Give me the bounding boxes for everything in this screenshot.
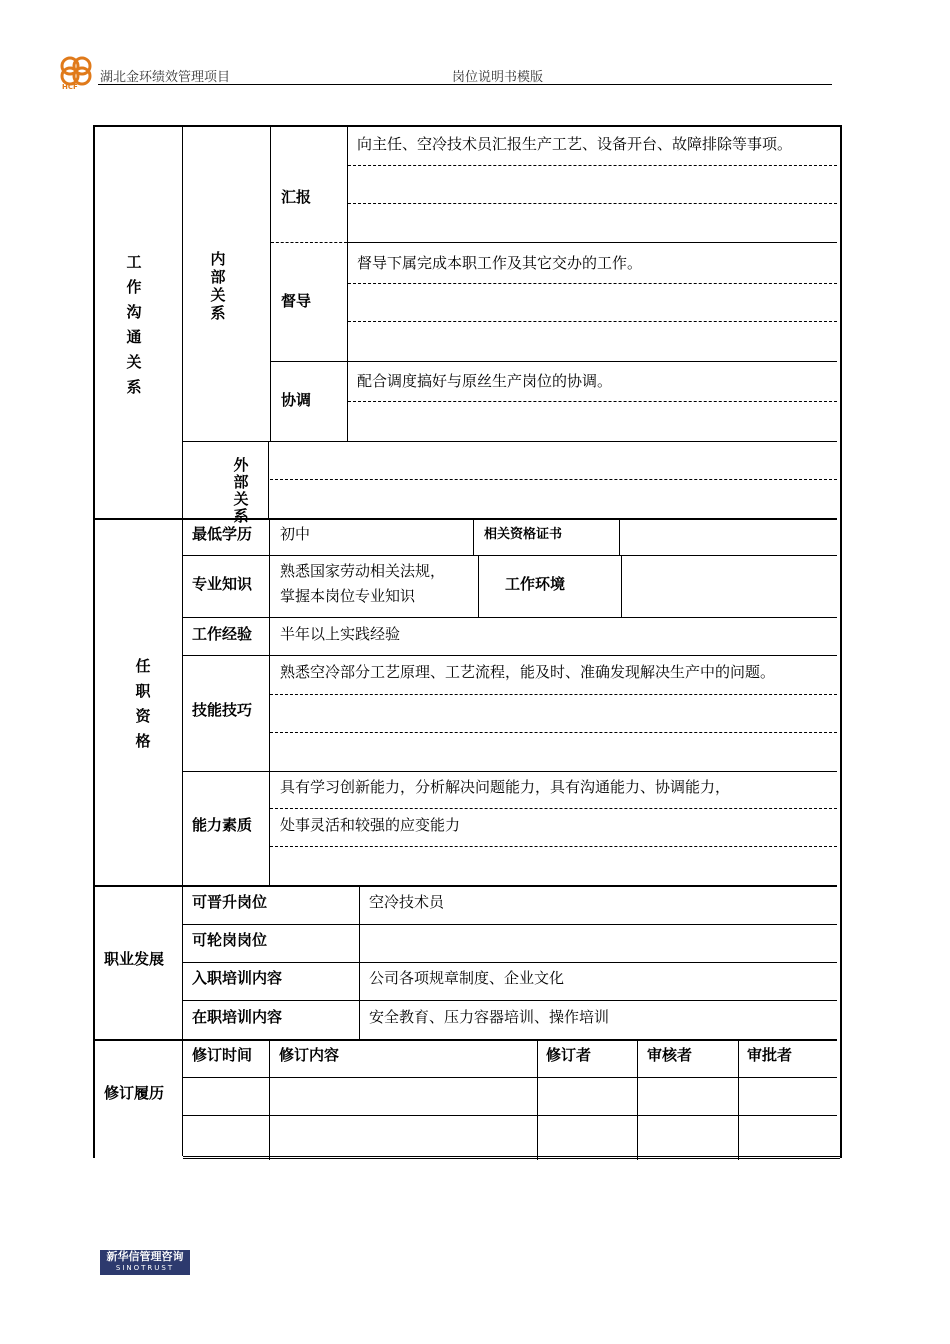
qual-section-title: 任职资格 (135, 657, 151, 750)
experience-value: 半年以上实践经验 (280, 625, 401, 643)
rev-col-header-time: 修订时间 (192, 1046, 253, 1064)
sep-career-rev (95, 1039, 837, 1041)
education-value: 初中 (280, 525, 311, 543)
coordinate-label: 协调 (281, 391, 312, 409)
skill-label: 技能技巧 (192, 701, 253, 719)
col-sep-internal (270, 127, 271, 441)
revision-section-title: 修订履历 (104, 1084, 165, 1102)
sep-career-2 (183, 962, 837, 963)
table-bottom-border (183, 1156, 840, 1159)
edu-col-sep (269, 519, 270, 885)
cert-col-sep (619, 519, 620, 556)
ability-dash-1 (270, 808, 837, 809)
coordinate-text: 配合调度搞好与原丝生产岗位的协调。 (357, 372, 613, 390)
supervise-text: 督导下属完成本职工作及其它交办的工作。 (357, 254, 643, 272)
rev-col-2 (537, 1040, 538, 1160)
edu-col-sep-2 (473, 519, 474, 556)
skill-dash-2 (270, 732, 837, 733)
supervise-dash-1 (348, 283, 837, 284)
sep-know-exp (183, 617, 837, 618)
know-col-sep (478, 556, 479, 618)
col-sep-sub (347, 127, 348, 441)
sep-career-1 (183, 924, 837, 925)
rotation-label: 可轮岗岗位 (192, 931, 268, 949)
internal-relations-label: 内部关系 (210, 250, 226, 322)
sep-skill-ability (183, 771, 837, 772)
rev-row-2 (183, 1115, 837, 1116)
sep-exp-skill (183, 655, 837, 656)
career-section-title: 职业发展 (104, 950, 165, 968)
experience-label: 工作经验 (192, 625, 253, 643)
skill-text: 熟悉空冷部分工艺原理、工艺流程，能及时、准确发现解决生产中的问题。 (280, 663, 776, 681)
entry-training-label: 入职培训内容 (192, 969, 283, 987)
education-label: 最低学历 (192, 525, 253, 543)
supervise-label: 督导 (281, 292, 312, 310)
report-dash-1 (348, 165, 837, 166)
environment-label: 工作环境 (505, 575, 566, 593)
coord-dash-1 (348, 401, 837, 402)
header-rule (98, 84, 832, 85)
promotion-label: 可晋升岗位 (192, 893, 268, 911)
ability-line-1: 具有学习创新能力，分析解决问题能力，具有沟通能力、协调能力， (280, 778, 731, 796)
sep-career-3 (183, 1000, 837, 1001)
ability-dash-2 (270, 846, 837, 847)
col-sep-main (182, 127, 183, 1156)
col-sep-external (268, 442, 269, 518)
knowledge-line-2: 掌握本岗位专业知识 (280, 587, 416, 605)
entry-training-value: 公司各项规章制度、企业文化 (369, 969, 565, 987)
certificate-label: 相关资格证书 (484, 527, 563, 542)
document-title: 岗位说明书模版 (452, 70, 544, 85)
sep-edu-know (183, 555, 837, 556)
footer-logo (100, 1250, 190, 1275)
rev-col-4 (738, 1040, 739, 1160)
env-col-sep (621, 556, 622, 618)
sep-comm-qual (95, 518, 837, 520)
footer-brand-en: SINOTRUST (115, 1264, 175, 1272)
footer-brand-cn: 新华信管理咨询 (106, 1250, 184, 1263)
onjob-training-value: 安全教育、压力容器培训、操作培训 (369, 1008, 610, 1026)
sep-report-supervise (348, 242, 837, 243)
skill-dash-1 (270, 694, 837, 695)
onjob-training-label: 在职培训内容 (192, 1008, 283, 1026)
promotion-value: 空冷技术员 (369, 893, 445, 911)
supervise-dash-2 (348, 321, 837, 322)
sep-internal-external (183, 441, 837, 442)
rev-col-header-reviewer: 审核者 (647, 1046, 693, 1064)
ability-label: 能力素质 (192, 816, 253, 834)
external-relations-label: 外部关系 (233, 456, 249, 525)
knowledge-line-1: 熟悉国家劳动相关法规， (280, 562, 446, 580)
knowledge-label: 专业知识 (192, 575, 253, 593)
report-dash-2 (348, 203, 837, 204)
sep-qual-career (95, 885, 837, 887)
sep-supervise-coord (271, 361, 837, 362)
rev-col-3 (637, 1040, 638, 1160)
report-text: 向主任、空冷技术员汇报生产工艺、设备开台、故障排除等事项。 (357, 135, 793, 153)
report-label: 汇报 (281, 188, 312, 206)
logo-text: HCF (62, 83, 78, 91)
rev-col-header-reviser: 修订者 (546, 1046, 592, 1064)
sep-report-label-dash (271, 242, 347, 243)
ability-line-2: 处事灵活和较强的应变能力 (280, 816, 461, 834)
rev-col-1 (269, 1040, 270, 1160)
comm-section-title: 工作沟通关系 (126, 253, 142, 396)
company-name: 湖北金环绩效管理项目 (100, 70, 231, 85)
rev-col-header-approver: 审批者 (747, 1046, 793, 1064)
rev-row-1 (183, 1077, 837, 1078)
external-dash-1 (270, 479, 837, 480)
rev-col-header-content: 修订内容 (279, 1046, 340, 1064)
